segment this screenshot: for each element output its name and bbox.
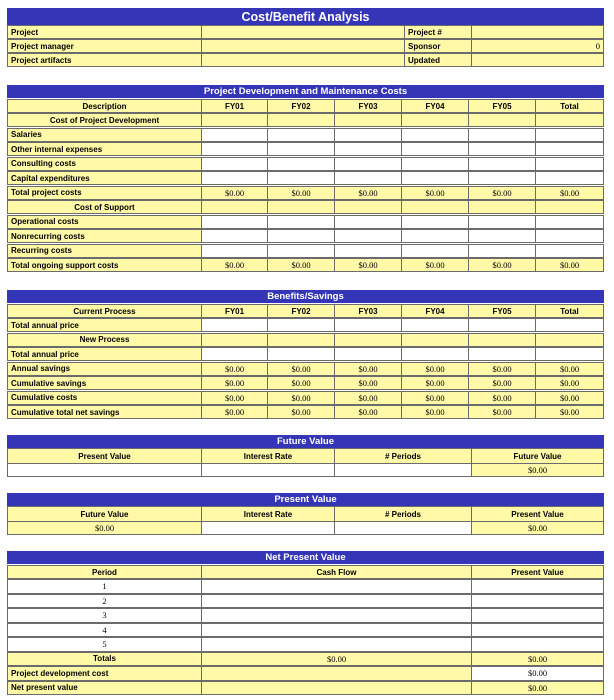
benefit-cumulative-net-value: $0.00 [202, 405, 268, 419]
fy-column-header: FY03 [335, 99, 402, 113]
new-process-blank [536, 333, 604, 347]
net-pv-row [7, 681, 604, 696]
info-row [7, 53, 604, 67]
dev-row-other-cell[interactable] [536, 142, 604, 156]
fy-column-header: FY05 [469, 304, 536, 318]
totals-present-value: $0.00 [472, 652, 604, 667]
support-row-recurring-cell[interactable] [335, 244, 402, 258]
cost-of-dev-blank [402, 113, 469, 127]
current-total-price-label: Total annual price [7, 318, 202, 332]
dev-row-salaries-cell[interactable] [268, 128, 335, 142]
benefit-cumulative-net-value: $0.00 [335, 405, 402, 419]
dev-row-consulting-cell[interactable] [268, 157, 335, 171]
total-ongoing-costs-value: $0.00 [335, 258, 402, 272]
period-number: 4 [7, 623, 202, 638]
benefit-cumulative-net-value: $0.00 [469, 405, 536, 419]
support-row-nonrecurring-cell[interactable] [536, 229, 604, 243]
dev-row-salaries-cell[interactable] [536, 128, 604, 142]
cash-flow-input[interactable] [202, 594, 472, 609]
benefit-cumulative-net [7, 405, 604, 419]
benefit-annual-savings [7, 362, 604, 376]
fv-present-value-input[interactable] [7, 463, 202, 477]
benefit-cumulative-costs [7, 391, 604, 405]
project-number-label: Project # [405, 25, 472, 39]
cost-of-dev-label: Cost of Project Development [7, 113, 202, 127]
support-row-operational-cell[interactable] [469, 215, 536, 229]
dev-cost-label: Project development cost [7, 666, 202, 681]
manager-input[interactable] [202, 39, 405, 53]
dev-row-capital-cell[interactable] [402, 171, 469, 185]
support-row-nonrecurring-cell[interactable] [469, 229, 536, 243]
cost-of-support-blank [536, 200, 604, 214]
new-total-price [7, 347, 604, 361]
totals-cash-flow: $0.00 [202, 652, 472, 667]
support-row-operational [7, 215, 604, 229]
benefit-cumulative-costs-value: $0.00 [335, 391, 402, 405]
npv-pv-cell [472, 594, 604, 609]
dev-row-salaries-cell[interactable] [402, 128, 469, 142]
dev-row-consulting-cell[interactable] [335, 157, 402, 171]
dev-row-consulting-cell[interactable] [402, 157, 469, 171]
cost-of-dev [7, 113, 604, 127]
total-project-costs-value: $0.00 [402, 186, 469, 200]
benefit-annual-savings-value: $0.00 [335, 362, 402, 376]
benefit-cumulative-savings-value: $0.00 [268, 376, 335, 390]
net-pv-blank [202, 681, 472, 696]
total-ongoing-costs-value: $0.00 [469, 258, 536, 272]
dev-row-capital-cell[interactable] [536, 171, 604, 185]
npv-header-row [7, 565, 604, 579]
total-project-costs-value: $0.00 [469, 186, 536, 200]
updated-input[interactable] [472, 53, 604, 67]
total-ongoing-costs-value: $0.00 [402, 258, 469, 272]
fy-header-row [7, 99, 604, 113]
pv-periods-label: # Periods [335, 506, 472, 522]
cash-flow-input[interactable] [202, 637, 472, 652]
benefit-cumulative-savings-value: $0.00 [402, 376, 469, 390]
new-process [7, 333, 604, 347]
benefit-cumulative-costs-value: $0.00 [202, 391, 268, 405]
total-ongoing-costs [7, 258, 604, 272]
total-ongoing-costs-value: $0.00 [536, 258, 604, 272]
npv-totals-row [7, 652, 604, 667]
info-row [7, 25, 604, 39]
updated-label: Updated [405, 53, 472, 67]
fy-column-header: FY04 [402, 304, 469, 318]
npv-pv-cell [472, 608, 604, 623]
support-row-operational-cell[interactable] [402, 215, 469, 229]
benefit-annual-savings-value: $0.00 [402, 362, 469, 376]
fv-periods-input[interactable] [335, 463, 472, 477]
dev-row-consulting [7, 157, 604, 171]
pv-value-row [7, 521, 604, 535]
benefit-annual-savings-label: Annual savings [7, 362, 202, 376]
dev-row-consulting-cell[interactable] [202, 157, 268, 171]
net-pv-label: Net present value [7, 681, 202, 696]
fv-future-value-label: Future Value [472, 448, 604, 464]
fy-column-header: Total [536, 304, 604, 318]
pv-periods-input[interactable] [335, 521, 472, 535]
dev-row-other [7, 142, 604, 156]
fv-periods-label: # Periods [335, 448, 472, 464]
project-number-input[interactable] [472, 25, 604, 39]
cost-of-dev-blank [469, 113, 536, 127]
dev-row-other-cell[interactable] [268, 142, 335, 156]
cash-flow-input[interactable] [202, 608, 472, 623]
sponsor-label: Sponsor [405, 39, 472, 53]
dev-cost-value: $0.00 [472, 666, 604, 681]
fy-column-header: FY02 [268, 304, 335, 318]
current-total-price [7, 318, 604, 332]
fy-column-header: FY05 [469, 99, 536, 113]
npv-pv-cell [472, 637, 604, 652]
total-project-costs-value: $0.00 [335, 186, 402, 200]
dev-row-consulting-cell[interactable] [469, 157, 536, 171]
benefit-cumulative-costs-value: $0.00 [268, 391, 335, 405]
dev-row-salaries [7, 128, 604, 142]
total-ongoing-costs-value: $0.00 [202, 258, 268, 272]
benefit-cumulative-costs-value: $0.00 [536, 391, 604, 405]
benefit-annual-savings-value: $0.00 [202, 362, 268, 376]
new-process-blank [202, 333, 268, 347]
total-project-costs-value: $0.00 [268, 186, 335, 200]
npv-title: Net Present Value [7, 551, 604, 564]
period-number: 5 [7, 637, 202, 652]
cost-of-support-blank [335, 200, 402, 214]
npv-period-row [7, 579, 604, 594]
current-total-price-cell[interactable] [402, 318, 469, 332]
present-value-title: Present Value [7, 493, 604, 506]
fv-header-row [7, 448, 604, 464]
period-number: 1 [7, 579, 202, 594]
support-row-nonrecurring-cell[interactable] [268, 229, 335, 243]
npv-present-value-header: Present Value [472, 565, 604, 579]
sheet-title: Cost/Benefit Analysis [7, 8, 604, 25]
artifacts-input[interactable] [202, 53, 405, 67]
new-total-price-cell[interactable] [202, 347, 268, 361]
cash-flow-header: Cash Flow [202, 565, 472, 579]
manager-label: Project manager [7, 39, 202, 53]
support-row-operational-cell[interactable] [335, 215, 402, 229]
new-total-price-cell[interactable] [469, 347, 536, 361]
period-number: 2 [7, 594, 202, 609]
dev-row-other-cell[interactable] [402, 142, 469, 156]
info-row [7, 39, 604, 53]
cash-flow-input[interactable] [202, 579, 472, 594]
fv-interest-rate-label: Interest Rate [202, 448, 335, 464]
dev-row-other-cell[interactable] [469, 142, 536, 156]
fv-present-value-label: Present Value [7, 448, 202, 464]
pv-interest-rate-label: Interest Rate [202, 506, 335, 522]
support-row-recurring-cell[interactable] [402, 244, 469, 258]
total-ongoing-costs-value: $0.00 [268, 258, 335, 272]
benefit-cumulative-costs-value: $0.00 [469, 391, 536, 405]
fy-column-header: Total [536, 99, 604, 113]
cash-flow-input[interactable] [202, 623, 472, 638]
dev-row-capital-cell[interactable] [202, 171, 268, 185]
cost-of-dev-blank [335, 113, 402, 127]
dev-row-salaries-cell[interactable] [335, 128, 402, 142]
dev-row-capital-cell[interactable] [335, 171, 402, 185]
support-row-operational-cell[interactable] [536, 215, 604, 229]
pv-future-value-label: Future Value [7, 506, 202, 522]
totals-label: Totals [7, 652, 202, 667]
cost-of-dev-blank [202, 113, 268, 127]
support-row-recurring-label: Recurring costs [7, 244, 202, 258]
new-total-price-cell[interactable] [335, 347, 402, 361]
artifacts-label: Project artifacts [7, 53, 202, 67]
total-project-costs-value: $0.00 [202, 186, 268, 200]
current-process-header: Current Process [7, 304, 202, 318]
npv-pv-cell [472, 623, 604, 638]
period-header: Period [7, 565, 202, 579]
period-number: 3 [7, 608, 202, 623]
support-row-nonrecurring-cell[interactable] [402, 229, 469, 243]
benefit-cumulative-net-value: $0.00 [268, 405, 335, 419]
support-row-recurring-cell[interactable] [469, 244, 536, 258]
fy-column-header: FY03 [335, 304, 402, 318]
support-row-recurring-cell[interactable] [202, 244, 268, 258]
current-total-price-cell[interactable] [469, 318, 536, 332]
dev-row-capital-cell[interactable] [469, 171, 536, 185]
dev-row-other-cell[interactable] [335, 142, 402, 156]
description-header: Description [7, 99, 202, 113]
benefit-cumulative-savings-value: $0.00 [335, 376, 402, 390]
fy-column-header: FY02 [268, 99, 335, 113]
sponsor-value[interactable]: 0 [472, 39, 604, 53]
pv-future-value-input[interactable]: $0.00 [7, 521, 202, 535]
future-value-title: Future Value [7, 435, 604, 448]
support-row-nonrecurring-cell[interactable] [335, 229, 402, 243]
cost-of-support [7, 200, 604, 214]
support-row-operational-cell[interactable] [268, 215, 335, 229]
benefit-cumulative-net-value: $0.00 [536, 405, 604, 419]
cost-of-support-blank [202, 200, 268, 214]
dev-row-capital-cell[interactable] [268, 171, 335, 185]
fv-value-row [7, 463, 604, 477]
dev-row-consulting-cell[interactable] [536, 157, 604, 171]
total-ongoing-costs-label: Total ongoing support costs [7, 258, 202, 272]
total-project-costs-value: $0.00 [536, 186, 604, 200]
benefit-cumulative-savings-value: $0.00 [202, 376, 268, 390]
support-row-recurring-cell[interactable] [268, 244, 335, 258]
pv-present-value-label: Present Value [472, 506, 604, 522]
dev-row-other-label: Other internal expenses [7, 142, 202, 156]
current-total-price-cell[interactable] [536, 318, 604, 332]
support-row-recurring [7, 244, 604, 258]
benefits-section-title: Benefits/Savings [7, 290, 604, 303]
benefit-cumulative-savings [7, 376, 604, 390]
support-row-nonrecurring [7, 229, 604, 243]
support-row-nonrecurring-cell[interactable] [202, 229, 268, 243]
new-total-price-cell[interactable] [402, 347, 469, 361]
new-process-blank [469, 333, 536, 347]
dev-row-other-cell[interactable] [202, 142, 268, 156]
current-total-price-cell[interactable] [202, 318, 268, 332]
new-process-label: New Process [7, 333, 202, 347]
fv-result: $0.00 [472, 463, 604, 477]
npv-pv-cell [472, 579, 604, 594]
benefit-cumulative-savings-value: $0.00 [536, 376, 604, 390]
support-row-operational-label: Operational costs [7, 215, 202, 229]
dev-section-title: Project Development and Maintenance Costs [7, 85, 604, 98]
dev-row-salaries-label: Salaries [7, 128, 202, 142]
new-total-price-cell[interactable] [268, 347, 335, 361]
benefit-cumulative-net-label: Cumulative total net savings [7, 405, 202, 419]
benefit-cumulative-costs-label: Cumulative costs [7, 391, 202, 405]
project-input[interactable] [202, 25, 405, 39]
new-process-blank [335, 333, 402, 347]
cost-of-support-blank [268, 200, 335, 214]
fy-column-header: FY04 [402, 99, 469, 113]
dev-row-consulting-label: Consulting costs [7, 157, 202, 171]
benefit-cumulative-savings-label: Cumulative savings [7, 376, 202, 390]
current-total-price-cell[interactable] [335, 318, 402, 332]
pv-result: $0.00 [472, 521, 604, 535]
fy-header-row [7, 304, 604, 318]
new-process-blank [402, 333, 469, 347]
npv-period-row [7, 608, 604, 623]
new-total-price-cell[interactable] [536, 347, 604, 361]
benefit-annual-savings-value: $0.00 [536, 362, 604, 376]
dev-row-capital-label: Capital expenditures [7, 171, 202, 185]
benefit-annual-savings-value: $0.00 [469, 362, 536, 376]
cost-of-support-blank [469, 200, 536, 214]
npv-period-row [7, 623, 604, 638]
dev-cost-blank [202, 666, 472, 681]
cost-of-support-blank [402, 200, 469, 214]
total-project-costs-label: Total project costs [7, 186, 202, 200]
fy-column-header: FY01 [202, 304, 268, 318]
dev-row-salaries-cell[interactable] [469, 128, 536, 142]
dev-row-salaries-cell[interactable] [202, 128, 268, 142]
benefit-annual-savings-value: $0.00 [268, 362, 335, 376]
dev-row-capital [7, 171, 604, 185]
new-total-price-label: Total annual price [7, 347, 202, 361]
pv-interest-rate-input[interactable] [202, 521, 335, 535]
net-pv-value: $0.00 [472, 681, 604, 696]
cost-of-dev-blank [536, 113, 604, 127]
benefit-cumulative-net-value: $0.00 [402, 405, 469, 419]
fy-column-header: FY01 [202, 99, 268, 113]
fv-interest-rate-input[interactable] [202, 463, 335, 477]
support-row-recurring-cell[interactable] [536, 244, 604, 258]
new-process-blank [268, 333, 335, 347]
benefit-cumulative-savings-value: $0.00 [469, 376, 536, 390]
npv-period-row [7, 594, 604, 609]
npv-period-row [7, 637, 604, 652]
support-row-nonrecurring-label: Nonrecurring costs [7, 229, 202, 243]
cost-of-support-label: Cost of Support [7, 200, 202, 214]
support-row-operational-cell[interactable] [202, 215, 268, 229]
dev-cost-row [7, 666, 604, 681]
pv-header-row [7, 506, 604, 522]
cost-of-dev-blank [268, 113, 335, 127]
current-total-price-cell[interactable] [268, 318, 335, 332]
project-label: Project [7, 25, 202, 39]
benefit-cumulative-costs-value: $0.00 [402, 391, 469, 405]
total-project-costs [7, 186, 604, 200]
